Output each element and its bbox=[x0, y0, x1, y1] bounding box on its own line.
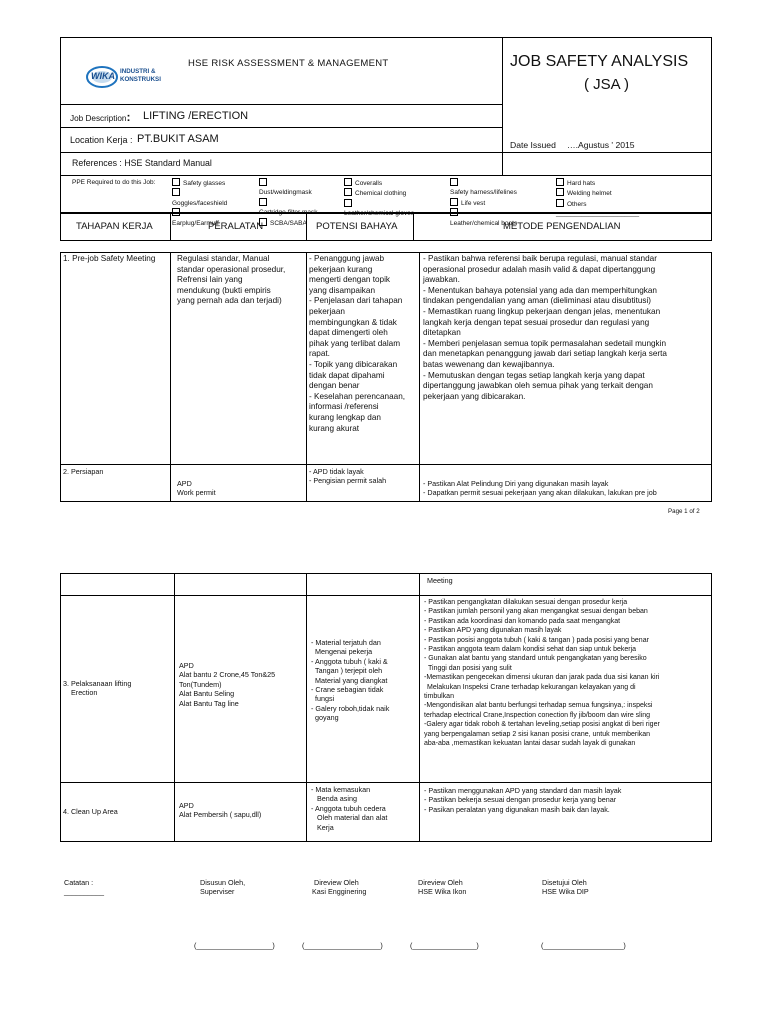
jsa-title: JOB SAFETY ANALYSIS bbox=[510, 53, 689, 70]
ppe-earplug[interactable]: Earplug/Earmuff bbox=[172, 208, 227, 228]
ppe-others-line: _______________________ bbox=[556, 210, 640, 218]
signature-line-4[interactable]: (____________________) bbox=[541, 941, 626, 950]
hse-title: HSE RISK ASSESSMENT & MANAGEMENT bbox=[188, 58, 389, 69]
ppe-boots[interactable]: Leather/chemical boots bbox=[450, 208, 517, 228]
row1-metode: - Pastikan bahwa referensi baik berupa regulasi, manual standar operasional prosedur adalah masih valid & dapat dipertanggung jawabkan. - Menentukan bahaya potensial yang ada dan memperhitungkan tindakan pengendalian yang aman (dieliminasi atau disubtitusi) - Memastikan ruang lingkup pekerjaan dengan jelas, menentukan langkah kerja dengan tepat sesuai prosedur dan regulasi yang ditetapkan - Memberi penjelasan semua topik permasalahan sedetail mungkin dan menetapkan penanggung jawab dari setiap langkah kerja serta batas wewenang dan kewajibannya. - Memutuskan dengan tegas setiap langkah kerja yang dapat dipertanggung jawabkan oleh semua pihak yang terkait dengan pekerjaan yang dibicarakan. bbox=[423, 254, 667, 401]
row1-peralatan: Regulasi standar, Manual standar operasional prosedur, Refrensi lain yang mendukung (bukti empiris yang pernah ada dan terjadi) bbox=[177, 254, 286, 306]
p2-row0-metode: Meeting bbox=[427, 576, 453, 585]
logo-text: WIKA bbox=[91, 71, 115, 81]
header-rule-4 bbox=[60, 175, 712, 176]
location-value: PT.BUKIT ASAM bbox=[137, 133, 219, 145]
job-desc-label-text: Job Description bbox=[70, 114, 127, 123]
ppe-dust-mask[interactable]: Dust/weldingmask bbox=[259, 178, 318, 198]
row3-peralatan: APD Alat bantu 2 Crone,45 Ton&25 Ton(Tundem) Alat Bantu Seling Alat Bantu Tag line bbox=[179, 661, 276, 708]
row2-potensi: - APD tidak layak - Pengisian permit salah bbox=[309, 467, 387, 486]
logo-line1: INDUSTRI & bbox=[120, 68, 156, 75]
signer-kasi: Direview Oleh Kasi Engginering bbox=[312, 878, 367, 897]
p2-row-divider-1 bbox=[60, 595, 712, 596]
col-header-peralatan: PERALATAN bbox=[208, 221, 264, 232]
signature-line-1[interactable]: (___________________) bbox=[194, 941, 275, 950]
location-label: Location Kerja : bbox=[70, 135, 133, 145]
signature-line-3[interactable]: (________________) bbox=[410, 941, 479, 950]
signer-hse-dip: Disetujui Oleh HSE Wika DIP bbox=[542, 878, 589, 897]
job-description-label bbox=[70, 112, 130, 125]
col-header-div-2 bbox=[306, 213, 307, 241]
col-header-potensi: POTENSI BAHAYA bbox=[316, 221, 398, 232]
p1-col-div-1 bbox=[170, 252, 171, 502]
col-header-tahapan: TAHAPAN KERJA bbox=[76, 221, 153, 232]
row3-tahapan: 3. Pelaksanaan lifting Erection bbox=[63, 679, 132, 698]
job-desc-colon: : bbox=[126, 110, 131, 124]
ppe-hard-hats[interactable]: Hard hats bbox=[556, 178, 639, 188]
col-header-div-1 bbox=[170, 213, 171, 241]
p2-col-div-3 bbox=[419, 573, 420, 842]
job-description-value: LIFTING /ERECTION bbox=[143, 110, 249, 122]
p2-row-divider-2 bbox=[60, 782, 712, 783]
references: References : HSE Standard Manual bbox=[72, 158, 212, 168]
ppe-chemical-clothing[interactable]: Chemical clothing bbox=[344, 188, 414, 198]
signer-hse-ikon: Direview Oleh HSE Wika Ikon bbox=[418, 878, 467, 897]
row4-peralatan: APD Alat Pembersih ( sapu,dll) bbox=[179, 801, 262, 820]
header-rule-2 bbox=[60, 127, 502, 128]
row1-potensi: - Penanggung jawab pekerjaan kurang mengerti dengan topik yang disampaikan - Penjelasan dari tahapan pekerjaan membingungkan & tidak dapat dimengerti oleh pihak yang terlibat dalam rapat. - Topik yang dibicarakan tidak dapat dipahami dengan benar - Keselahan perencanaan, informasi /referensi kurang lengkap dan kurang akurat bbox=[309, 254, 406, 433]
ppe-others[interactable]: Others _______________________ bbox=[556, 200, 640, 218]
col-header-div-3 bbox=[413, 213, 414, 241]
page-number: Page 1 of 2 bbox=[668, 508, 700, 515]
ppe-label: PPE Required to do this Job: bbox=[72, 179, 156, 186]
col-header-metode: METODE PENGENDALIAN bbox=[503, 221, 621, 232]
row1-tahapan: 1. Pre-job Safety Meeting bbox=[63, 254, 156, 263]
row4-tahapan: 4. Clean Up Area bbox=[63, 807, 118, 816]
ppe-welding-helmet[interactable]: Welding helmet bbox=[556, 188, 639, 198]
row4-potensi: - Mata kemasukan Benda asing - Anggota tubuh cedera Oleh material dan alat Kerja bbox=[311, 785, 388, 832]
row3-metode: - Pastikan pengangkatan dilakukan sesuai dengan prosedur kerja - Pastikan jumlah personil yang akan mengangkat sesuai dengan beban - Pastikan ada koordinasi dan komando pada saat mengangkat - Pastikan APD yang digunakan masih layak - Pastikan posisi anggota tubuh ( kaki & tangan ) pada posisi yang benar - Pastikan anggota team dalam kondisi sehat dan siap untuk bekerja - Gunakan alat bantu yang standard untuk pengangkatan yang beresiko Tinggi dan posisi yang sulit -Memastikan pengecekan dimensi ukuran dan jarak pada dua sisi kanan kiri Melakukan Inspeksi Crane terhadap kekurangan kelayakan yang di timbulkan -Mengondisikan alat bantu berfungsi terhadap semua fungsinya,: inspeksi terhadap electrical Crane,Inspection conection fly jib/boom dan wire sling -Galery agar tidak roboh & tertahan leveling,setiap posisi angkat di beri riger yang berpengalaman setiap 2 sisi kanan posisi crane, untuk memberikan aba-aba ,memastikan kekuatan lantai dasar sudah layak di gunakan bbox=[424, 599, 660, 748]
p2-col-div-2 bbox=[306, 573, 307, 842]
row2-tahapan: 2. Persiapan bbox=[63, 467, 104, 476]
company-logo bbox=[86, 64, 161, 90]
date-issued-value: ….Agustus ' 2015 bbox=[567, 140, 635, 150]
ppe-coveralls[interactable]: Coveralls bbox=[344, 178, 414, 188]
logo-line2: KONSTRUKSI bbox=[120, 76, 161, 83]
header-rule-1 bbox=[60, 104, 502, 105]
row2-peralatan: APD Work permit bbox=[177, 479, 216, 498]
signer-superviser: Disusun Oleh, Superviser bbox=[200, 878, 246, 897]
catatan-label: Catatan : bbox=[64, 878, 94, 887]
catatan-line: __________ bbox=[64, 887, 104, 897]
ppe-cartridge-mask[interactable]: Cartridge-filter mask bbox=[259, 198, 318, 218]
date-issued-label: Date Issued bbox=[510, 140, 556, 150]
row2-metode: - Pastikan Alat Pelindung Diri yang digunakan masih layak - Dapatkan permit sesuai pekerjaan yang akan dilakukan, lakukan pre job bbox=[423, 479, 657, 498]
row4-metode: - Pastikan menggunakan APD yang standard dan masih layak - Pastikan bekerja sesuai dengan prosedur kerja yang benar - Pasikan peralatan yang digunakan masih baik dan layak. bbox=[424, 786, 622, 814]
header-divider bbox=[502, 37, 503, 175]
ppe-life-vest[interactable]: Life vest bbox=[450, 198, 517, 208]
row3-potensi: - Material terjatuh dan Mengenai pekerja - Anggota tubuh ( kaki & Tangan ) terjepit oleh Material yang diangkat - Crane sebagian tidak fungsi - Galery roboh,tidak naik goyang bbox=[311, 638, 390, 723]
ppe-gloves[interactable]: Leather/chemical gloves bbox=[344, 199, 414, 219]
ppe-harness[interactable]: Safety harness/lifelines bbox=[450, 178, 517, 198]
jsa-subtitle: ( JSA ) bbox=[584, 76, 630, 93]
page1-row-divider bbox=[60, 464, 712, 465]
ppe-goggles[interactable]: Goggles/faceshield bbox=[172, 188, 227, 208]
catatan bbox=[64, 878, 104, 897]
ppe-safety-glasses[interactable]: Safety glasses bbox=[172, 178, 227, 188]
p2-col-div-1 bbox=[174, 573, 175, 842]
signature-line-2[interactable]: (___________________) bbox=[302, 941, 383, 950]
ppe-scba[interactable]: SCBA/SABA bbox=[259, 218, 318, 228]
header-rule-3 bbox=[60, 152, 712, 153]
